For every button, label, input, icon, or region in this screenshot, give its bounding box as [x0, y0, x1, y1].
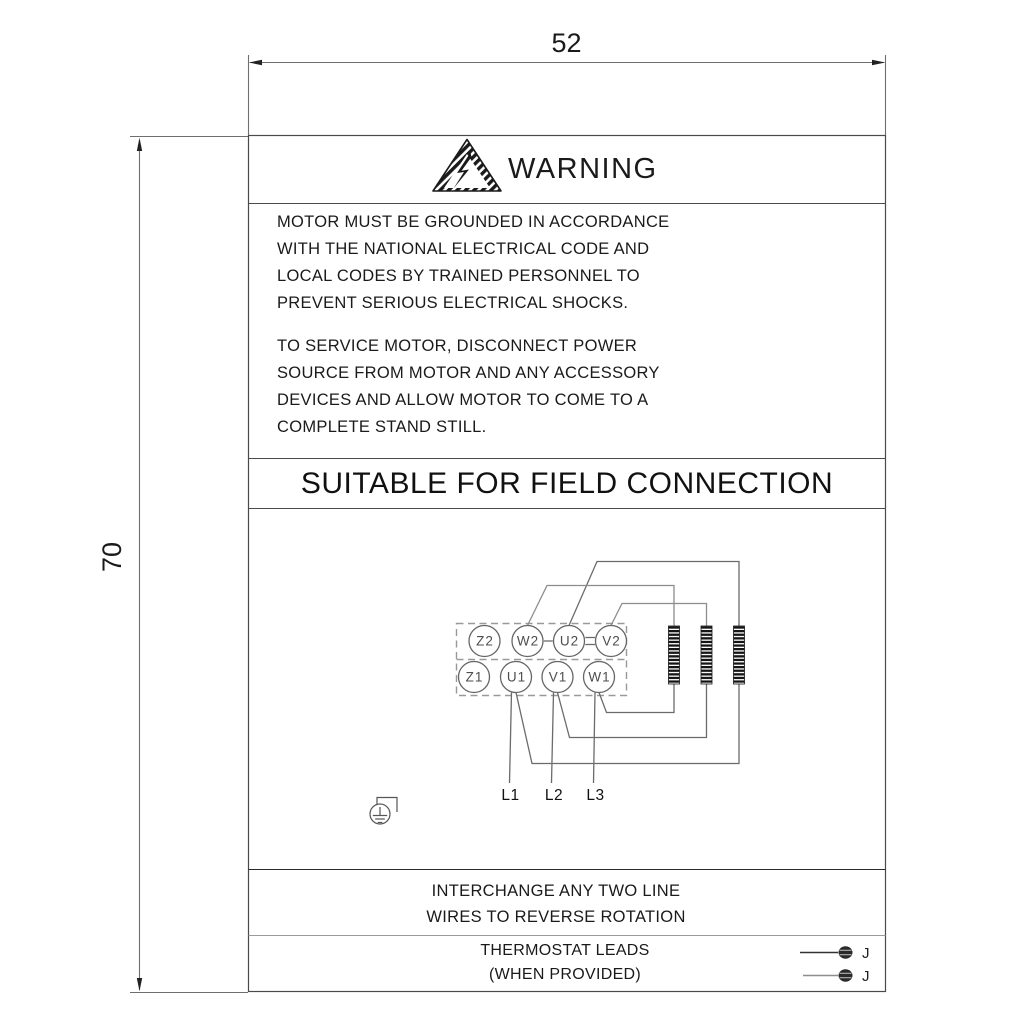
lead-l2: L2 [544, 787, 564, 804]
terminal-v2: V2 [602, 633, 621, 649]
coil-2 [701, 626, 712, 684]
coil-3 [734, 626, 745, 684]
dim-arrow-right [872, 60, 885, 65]
terminal-z1: Z1 [465, 669, 484, 685]
interchange-line-2: WIRES TO REVERSE ROTATION [426, 908, 686, 926]
terminal-u1: U1 [506, 669, 527, 685]
terminal-w1: W1 [588, 669, 611, 685]
left-dimension [130, 137, 248, 993]
dim-arrow-up [137, 138, 142, 151]
warning-paragraph-line: LOCAL CODES BY TRAINED PERSONNEL TO [277, 267, 640, 285]
grounding-warning-paragraph [277, 209, 669, 317]
dim-arrow-down [137, 978, 142, 991]
terminal-z2: Z2 [476, 633, 494, 649]
earth-ground-icon [370, 798, 397, 825]
coil-1 [669, 626, 680, 684]
lead-l3: L3 [586, 787, 605, 804]
thermostat-lead-2-label: J [862, 968, 870, 985]
warning-paragraph-line: DEVICES AND ALLOW MOTOR TO COME TO A [277, 391, 649, 409]
high-voltage-warning-icon [433, 140, 501, 192]
width-dimension-value: 52 [551, 28, 582, 58]
interchange-line-1: INTERCHANGE ANY TWO LINE [431, 882, 681, 900]
thermostat-note [248, 939, 882, 987]
warning-paragraph-line: PREVENT SERIOUS ELECTRICAL SHOCKS. [277, 294, 629, 312]
thermostat-line-2: (WHEN PROVIDED) [488, 966, 642, 983]
warning-paragraph-line: WITH THE NATIONAL ELECTRICAL CODE AND [277, 240, 650, 258]
winding-coils [669, 626, 745, 684]
lead-l1: L1 [501, 787, 520, 804]
warning-paragraph-line: SOURCE FROM MOTOR AND ANY ACCESSORY [277, 364, 660, 382]
line-lead-labels [501, 787, 604, 804]
field-connection-title: SUITABLE FOR FIELD CONNECTION [300, 467, 834, 500]
thermostat-line-1: THERMOSTAT LEADS [480, 942, 650, 959]
terminal-u2: U2 [559, 633, 580, 649]
dim-arrow-left [249, 60, 262, 65]
warning-title: WARNING [508, 153, 658, 185]
height-dimension-value: 70 [97, 541, 127, 573]
warning-paragraph-line: TO SERVICE MOTOR, DISCONNECT POWER [277, 337, 638, 355]
thermostat-lead-1-label: J [862, 945, 870, 962]
service-warning-paragraph [277, 333, 660, 441]
warning-paragraph-line: MOTOR MUST BE GROUNDED IN ACCORDANCE [277, 213, 670, 231]
top-dimension [249, 55, 886, 135]
interchange-note [248, 878, 864, 930]
warning-paragraph-line: COMPLETE STAND STILL. [277, 418, 487, 436]
terminal-w2: W2 [516, 633, 540, 649]
terminal-v1: V1 [548, 669, 568, 685]
